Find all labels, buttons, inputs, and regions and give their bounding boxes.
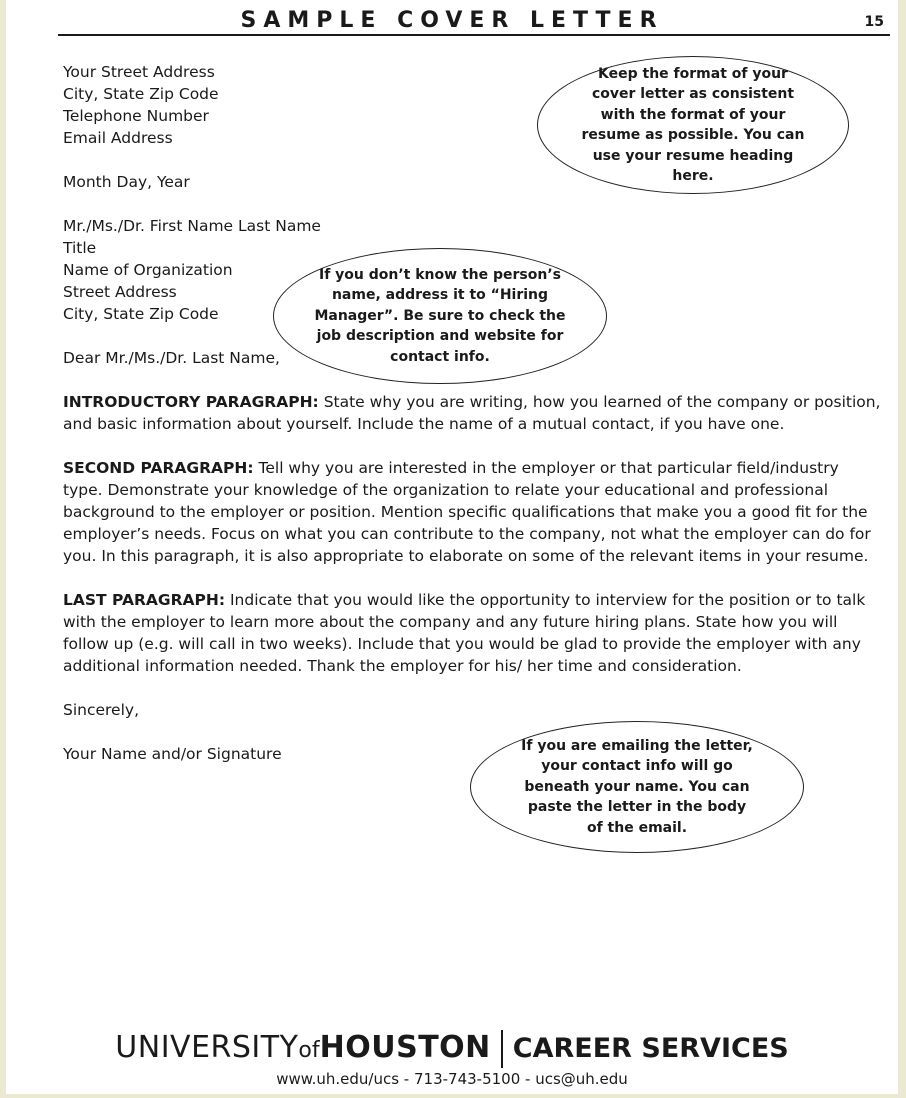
header-divider: [58, 34, 890, 36]
recipient-city: City, State Zip Code: [63, 305, 219, 323]
recipient-name: Mr./Ms./Dr. First Name Last Name: [63, 217, 321, 235]
last-paragraph-label: LAST PARAGRAPH:: [63, 591, 226, 609]
sender-phone: Telephone Number: [63, 107, 209, 125]
sender-street: Your Street Address: [63, 63, 215, 81]
callout-format-bubble: [537, 56, 849, 194]
closing: Sincerely,: [63, 701, 140, 719]
callout-email-bubble: [470, 721, 804, 853]
letter-date: Month Day, Year: [63, 173, 190, 191]
callout-name-bubble: [273, 248, 607, 384]
logo-career-services: CAREER SERVICES: [512, 1033, 789, 1064]
intro-paragraph: [63, 391, 881, 435]
sender-email: Email Address: [63, 129, 173, 147]
callout-email-text: If you are emailing the letter, your contact info will go beneath your name. You can paste the letter in the body of the email.: [521, 737, 753, 836]
page-number: 15: [864, 14, 884, 30]
recipient-organization: Name of Organization: [63, 261, 233, 279]
callout-name-text: If you don’t know the person’s name, address it to “Hiring Manager”. Be sure to check the job description and website for contact info.: [314, 266, 566, 365]
document-page: [6, 0, 898, 1094]
second-paragraph: [63, 457, 881, 567]
page-title: SAMPLE COVER LETTER: [240, 8, 664, 33]
logo-divider: [501, 1030, 503, 1068]
logo-university-word: UNIVERSITY: [115, 1030, 299, 1065]
footer-contact-info: www.uh.edu/ucs - 713-743-5100 - ucs@uh.edu: [276, 1070, 628, 1088]
callout-format-text: Keep the format of your cover letter as consistent with the format of your resume as possible. You can use your resume heading here.: [581, 65, 805, 184]
university-logo: [6, 1028, 898, 1071]
second-paragraph-label: SECOND PARAGRAPH:: [63, 459, 254, 477]
recipient-street: Street Address: [63, 283, 177, 301]
logo-houston-word: HOUSTON: [319, 1030, 491, 1065]
signature-line: Your Name and/or Signature: [63, 745, 282, 763]
last-paragraph: [63, 589, 881, 677]
last-paragraph-text: Indicate that you would like the opportunity to interview for the position or to talk with the employer to learn more about the company and any future hiring plans. State how you will follow up (e.g. will call in two weeks). Include that you would be glad to provide the employer with any additional information needed. Thank the employer for his/ her time and consideration.: [63, 591, 866, 675]
second-paragraph-text: Tell why you are interested in the employer or that particular field/industry type. Demonstrate your knowledge of the organization to relate your educational and professional background to the employer or position. Mention specific qualifications that make you a good fit for the employer’s needs. Focus on what you can contribute to the company, not what the employer can do for you. In this paragraph, it is also appropriate to elaborate on some of the relevant items in your resume.: [63, 459, 871, 565]
recipient-title: Title: [63, 239, 97, 257]
logo-of-word: of: [298, 1038, 320, 1063]
sender-city: City, State Zip Code: [63, 85, 219, 103]
salutation: Dear Mr./Ms./Dr. Last Name,: [63, 349, 280, 367]
intro-paragraph-text: State why you are writing, how you learned of the company or position, and basic information about yourself. Include the name of a mutual contact, if you have one.: [63, 393, 881, 433]
intro-paragraph-label: INTRODUCTORY PARAGRAPH:: [63, 393, 319, 411]
